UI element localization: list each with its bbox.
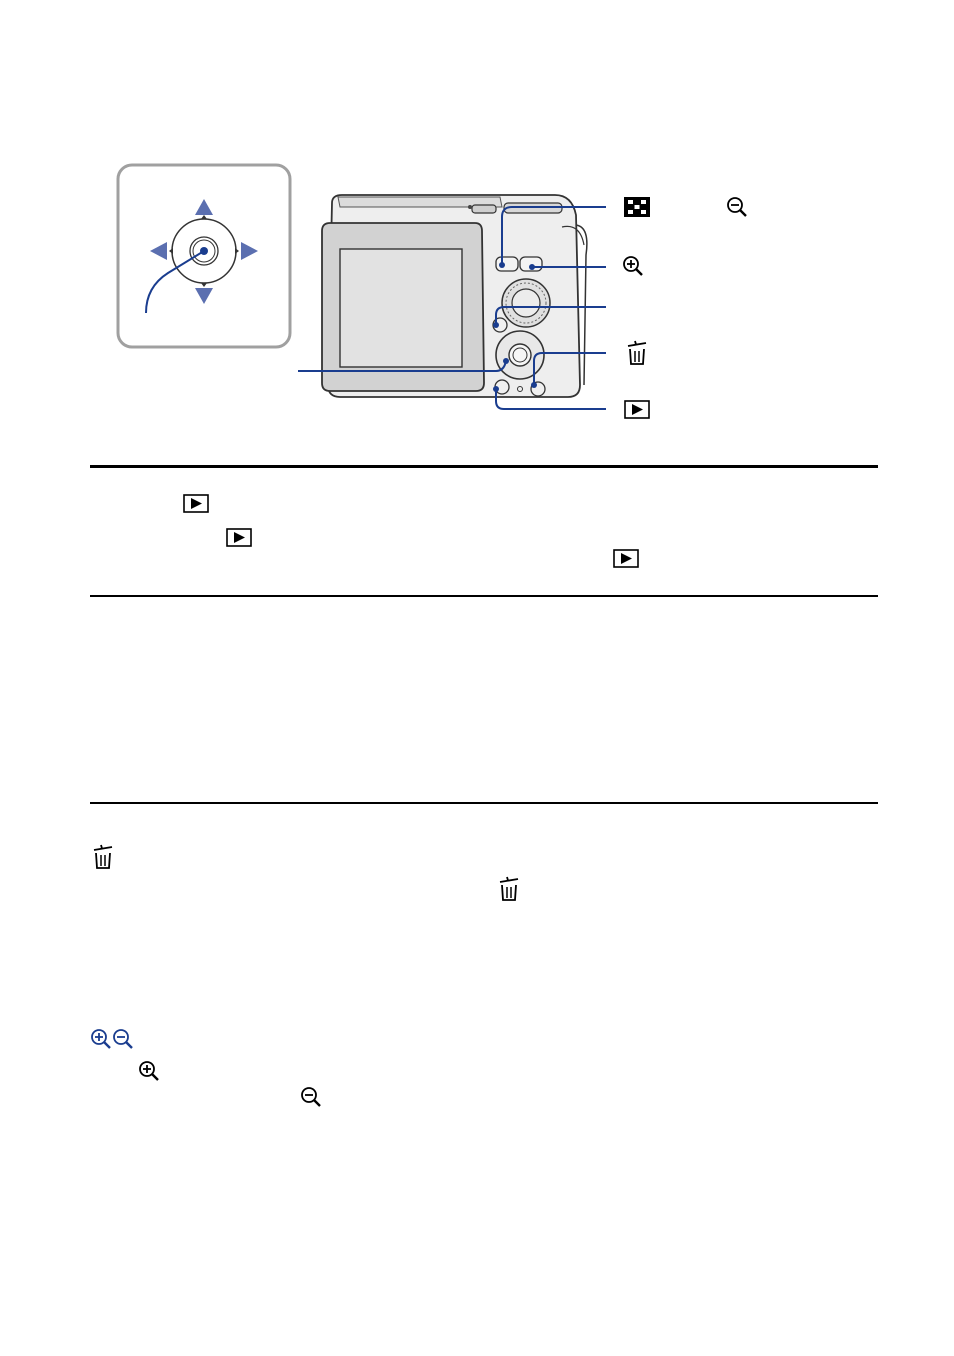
trash-icon: [626, 340, 648, 366]
trash-icon: [498, 876, 520, 902]
zoom-in-icon: [622, 255, 644, 277]
zoom-out-icon: [300, 1086, 322, 1108]
figure-area: [0, 0, 954, 460]
control-button-panel: [116, 163, 294, 351]
zoom-out-icon: [726, 196, 748, 218]
empty-section: [90, 597, 878, 801]
callout-lines: [290, 195, 610, 415]
zoom-in-icon: [138, 1060, 160, 1082]
zoom-in-icon: [90, 1028, 112, 1050]
delete-zoom-section: [90, 804, 878, 1124]
playback-section: [90, 468, 878, 594]
playback-icon: [226, 528, 252, 547]
playback-icon: [183, 494, 209, 513]
playback-icon: [613, 549, 639, 568]
trash-icon: [92, 844, 114, 870]
zoom-out-icon: [112, 1028, 134, 1050]
playback-icon: [624, 400, 650, 419]
index-icon: [624, 197, 650, 217]
